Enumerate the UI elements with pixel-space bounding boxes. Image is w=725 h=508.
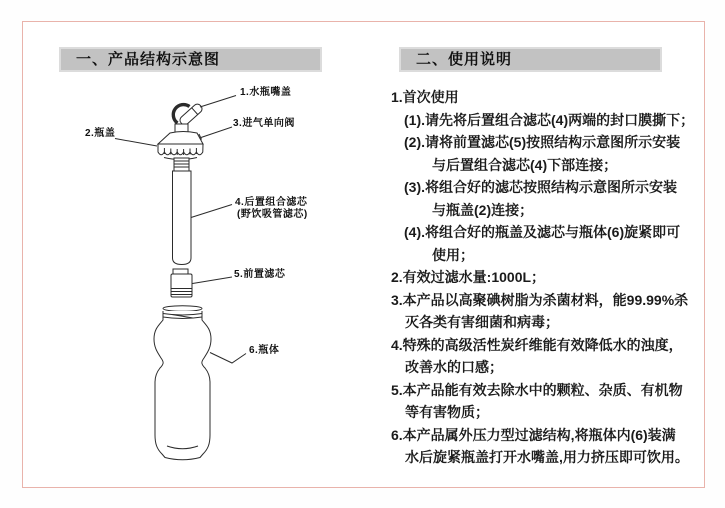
- instruction-line: (3).将组合好的滤芯按照结构示意图所示安装: [404, 179, 677, 195]
- instruction-line: 2.有效过滤水量:1000L；: [391, 269, 546, 285]
- instruction-line: 改善水的口感；: [405, 359, 503, 375]
- instruction-line: 水后旋紧瓶盖打开水嘴盖,用力挤压即可饮用。: [405, 449, 689, 465]
- cap-dome-drawing: [158, 132, 203, 145]
- instruction-line: (2).请将前置滤芯(5)按照结构示意图所示安装: [404, 134, 681, 150]
- instruction-line: 等有害物质；: [405, 404, 489, 420]
- instruction-line: 使用；: [432, 246, 474, 263]
- bottle-body-drawing: [154, 311, 211, 460]
- front-filter-lip-drawing: [173, 269, 188, 274]
- leader-line-6: [210, 353, 246, 364]
- structure-section-title: 一、产品结构示意图: [76, 51, 221, 68]
- leader-line-1: [200, 96, 236, 108]
- leader-line-5: [193, 277, 233, 284]
- part-label-bottle-body: 6.瓶体: [249, 345, 280, 356]
- instruction-line: 3.本产品以高聚碘树脂为杀菌材料，能99.99%杀: [391, 291, 689, 308]
- instruction-line: 与后置组合滤芯(4)下部连接；: [432, 156, 618, 173]
- part-label-air-valve: 3.进气单向阀: [233, 118, 295, 129]
- part-label-bottle-cap: 2.瓶盖: [85, 128, 116, 139]
- instruction-line: (1).请先将后置组合滤芯(4)两端的封口膜撕下；: [404, 111, 695, 128]
- instructions-list: [391, 86, 695, 469]
- part-label-rear-filter: [235, 197, 308, 221]
- product-diagram: [60, 80, 370, 480]
- instruction-line: 与瓶盖(2)连接；: [432, 201, 534, 218]
- part-label-rear-filter-line1: 4.后置组合滤芯: [235, 197, 308, 208]
- instruction-line: 6.本产品属外压力型过滤结构,将瓶体内(6)装满: [391, 426, 676, 443]
- rear-filter-tube-drawing: [173, 171, 192, 265]
- bottle-rim-drawing: [163, 306, 202, 312]
- instruction-line: (4).将组合好的瓶盖及滤芯与瓶体(6)旋紧即可: [404, 224, 681, 240]
- usage-section-title: 二、使用说明: [416, 51, 513, 68]
- leader-line-4: [191, 205, 232, 218]
- instruction-line: 1.首次使用: [391, 89, 459, 105]
- leader-line-2: [115, 139, 157, 147]
- front-filter-body-drawing: [171, 274, 192, 297]
- instruction-line: 4.特殊的高级活性炭纤维能有效降低水的浊度，: [391, 336, 683, 353]
- instruction-line: 灭各类有害细菌和病毒；: [405, 314, 559, 330]
- structure-section-header: [59, 47, 322, 72]
- part-label-rear-filter-line2: (野饮吸管滤芯): [237, 209, 308, 220]
- instruction-line: 5.本产品能有效去除水中的颗粒、杂质、有机物: [391, 381, 683, 398]
- usage-section-header: [399, 47, 662, 72]
- part-label-front-filter: 5.前置滤芯: [234, 269, 286, 280]
- part-label-spout-cap: 1.水瓶嘴盖: [240, 87, 292, 98]
- leader-line-3: [201, 127, 232, 138]
